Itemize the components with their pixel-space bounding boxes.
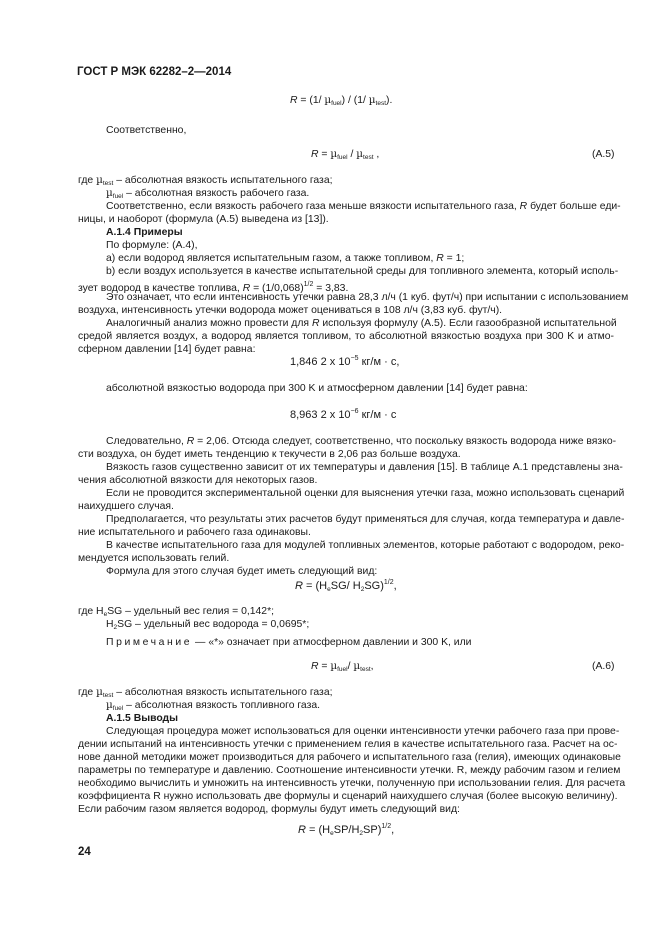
conclusions-line-6: коэффициента R нужно использовать две формулы и сценарий наихудшего случая (более высокую величину). <box>78 791 618 802</box>
paragraph-1-line-2: ницы, и наоборот (формула (А.5) выведена из [13]). <box>78 214 329 225</box>
conclusions-line-4: параметры по температуре и давлению. Соотношение интенсивности утечки. R, между рабочим газом и гелием <box>78 765 621 776</box>
formula-number-a5: (А.5) <box>592 149 615 160</box>
paragraph-6-line-2: чения абсолютной вязкости для некоторых газов. <box>78 475 318 486</box>
paragraph-accordingly: Соответственно, <box>106 125 187 136</box>
paragraph-10: Формула для этого случая будет иметь следующий вид: <box>106 566 378 577</box>
where-line-5: где µ$_{test}$ – абсолютная вязкость испытательного газа; <box>78 686 333 699</box>
paragraph-7-line-1: Если не проводится экспериментальной оценки для выяснения утечки газа, можно использовать сценарий <box>106 488 625 499</box>
note-label: Примечание <box>106 637 193 648</box>
paragraph-3-line-2: средой является воздух, а водород является топливом, то абсолютной вязкостью воздуха при 300 K и атмо- <box>78 331 614 342</box>
conclusions-line-3: нове данной методики может производиться для рабочего и испытательного газа (гелия), имеющих одинаковые <box>78 752 621 763</box>
formula-helium-ratio: $R = (H_eSG/$ $H_2SG)^{1/2}$, <box>295 579 397 593</box>
example-b-line-2: зует водород в качестве топлива, $R = (1/0,068)^{1/2} = 3,83$. <box>78 281 349 294</box>
formula-air-viscosity: 1,846 2 x $10^{-5}$ кг/м · c, <box>290 355 400 368</box>
formula-hydrogen-viscosity: 8,963 2 x $10^{-6}$ кг/м · c <box>290 408 397 421</box>
conclusions-line-5: необходимо вычислить и умножить на интенсивность утечки, полученную при использовании гелия. Для расчета <box>78 778 626 789</box>
conclusions-line-1: Следующая процедура может использоваться для оценки интенсивности утечки рабочего газа при прове- <box>106 726 620 737</box>
paragraph-4: абсолютной вязкостью водорода при 300 K и атмосферном давлении [14] будет равна: <box>106 383 528 394</box>
paragraph-8-line-1: Предполагается, что результаты этих расчетов будут применяться для случая, когда температура и давле- <box>106 514 625 525</box>
heading-conclusions: А.1.5 Выводы <box>106 713 179 724</box>
where-line-1: где µ$_{test}$ – абсолютная вязкость испытательного газа; <box>78 174 333 187</box>
document-header: ГОСТ Р МЭК 62282–2—2014 <box>77 66 232 78</box>
conclusions-line-7: Если рабочим газом является водород, формулы будут иметь следующий вид: <box>78 804 460 815</box>
paragraph-8-line-2: ние испытательного и рабочего газа одинаковы. <box>78 527 311 538</box>
where-line-6: µ$_{fuel}$ – абсолютная вязкость топливного газа. <box>106 699 321 712</box>
examples-formula-ref: По формуле: (А.4), <box>106 240 198 251</box>
formula-a4: R = (1/ µ$_{fuel}$) / (1/ µ$_{test}$). <box>290 94 393 107</box>
conclusions-line-2: дении испытаний на интенсивность утечки с применением гелия в качестве испытательного газа. Расчет на ос- <box>78 739 618 750</box>
example-a: а) если водород является испытательным газом, а также топливом, R = 1; <box>106 253 465 264</box>
where-line-2: µ$_{fuel}$ – абсолютная вязкость рабочего газа. <box>106 187 310 200</box>
formula-a5: R = µ$_{fuel}$ / µ$_{test}$ , <box>311 148 380 161</box>
paragraph-1-line-1: Соответственно, если вязкость рабочего газа меньше вязкости испытательного газа, R будет больше еди- <box>106 201 621 212</box>
paragraph-5-line-2: сти воздуха, он будет иметь тенденцию к текучести в 2,06 раз больше воздуха. <box>78 449 461 460</box>
paragraph-7-line-2: наихудшего случая. <box>78 501 174 512</box>
var-r: R <box>290 95 298 106</box>
formula-a6: R = µ$_{fuel}$/ µ$_{test}$, <box>311 660 374 673</box>
paragraph-3-line-1: Аналогичный анализ можно провести для R используя формулу (А.5). Если газообразной испытательной <box>106 318 617 329</box>
paragraph-2-line-1: Это означает, что если интенсивность утечки равна 28,3 л/ч (1 куб. фут/ч) при испытании с использованием <box>106 292 629 303</box>
where-line-3: где $H_eSG$ – удельный вес гелия = 0,142*; <box>78 606 274 618</box>
paragraph-9-line-2: мендуется использовать гелий. <box>78 553 230 564</box>
where-line-4: $H_2SG$ – удельный вес водорода = 0,0695*; <box>106 619 310 631</box>
heading-examples: А.1.4 Примеры <box>106 227 183 238</box>
formula-helium-pressure-ratio: $R = (H_eSP/H_2SP)^{1/2}$, <box>298 823 395 837</box>
example-b-line-1: b) если воздух используется в качестве испытательной среды для топливного элемента, который исполь- <box>106 266 619 277</box>
note: Примечание — «*» означает при атмосферном давлении и 300 K, или <box>106 637 472 648</box>
paragraph-6-line-1: Вязкость газов существенно зависит от их температуры и давления [15]. В таблице А.1 представлены зна- <box>106 462 623 473</box>
formula-number-a6: (А.6) <box>592 661 615 672</box>
paragraph-9-line-1: В качестве испытательного газа для модулей топливных элементов, которые работают с водородом, реко- <box>106 540 625 551</box>
paragraph-2-line-2: воздуха, интенсивность утечки водорода может оцениваться в 108 л/ч (3,83 куб. фут/ч). <box>78 305 503 316</box>
page-number: 24 <box>78 846 91 858</box>
paragraph-5-line-1: Следовательно, R = 2,06. Отсюда следует, соответственно, что поскольку вязкость водорода ниже вязко- <box>106 436 617 447</box>
paragraph-3-line-3: сферном давлении [14] будет равна: <box>78 344 256 355</box>
